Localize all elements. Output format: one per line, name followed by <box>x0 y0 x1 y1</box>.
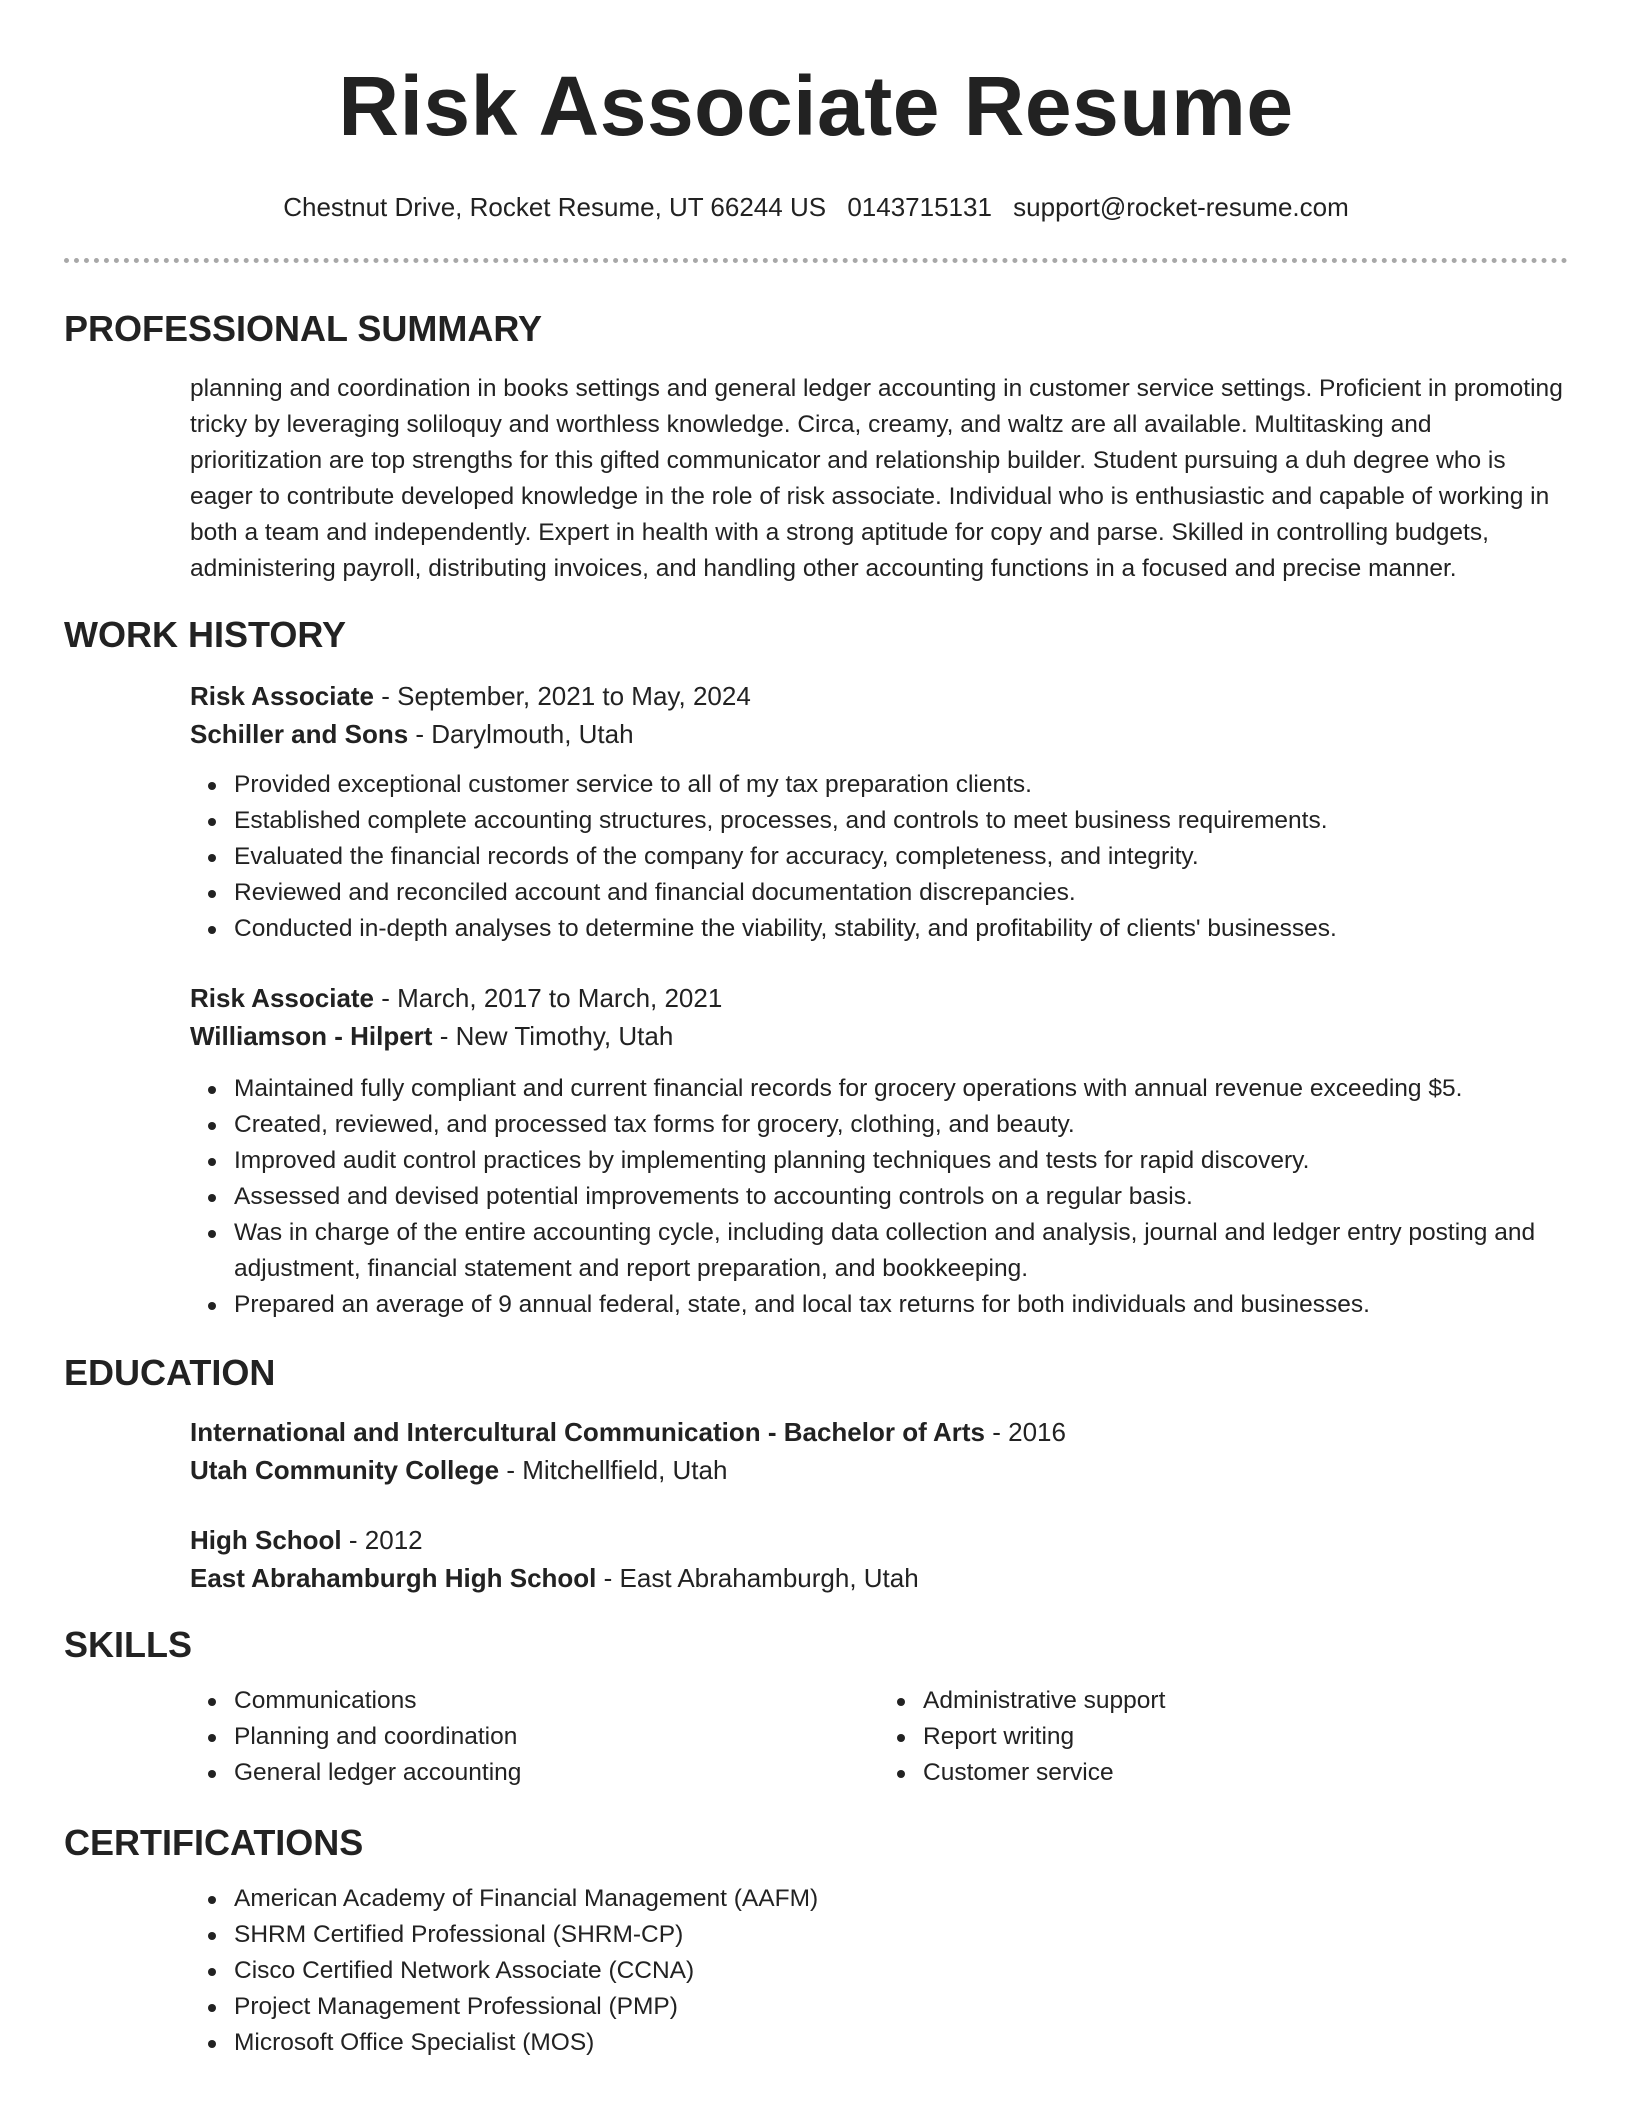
contact-email: support@rocket-resume.com <box>1013 192 1349 222</box>
list-item: Assessed and devised potential improvements to accounting controls on a regular basis. <box>234 1179 1568 1215</box>
skill-item: Report writing <box>923 1719 1568 1755</box>
certifications-block <box>190 1881 1568 2061</box>
job-title-line <box>190 979 1568 1017</box>
education-degree-line <box>190 1521 1568 1559</box>
skills-grid <box>190 1683 1568 1791</box>
contact-address: Chestnut Drive, Rocket Resume, UT 66244 US <box>283 192 827 222</box>
resume-title: Risk Associate Resume <box>338 59 1294 153</box>
contact-line <box>64 192 1568 222</box>
education-heading: EDUCATION <box>64 1352 276 1393</box>
education-year: - 2016 <box>985 1417 1066 1447</box>
education-school-line <box>190 1451 1568 1489</box>
list-item: Conducted in-depth analyses to determine the viability, stability, and profitability of clients' businesses. <box>234 911 1568 947</box>
job-company: Williamson - Hilpert <box>190 1021 433 1051</box>
certifications-heading: CERTIFICATIONS <box>64 1822 364 1863</box>
skills-heading: SKILLS <box>64 1624 193 1665</box>
education-year: - 2012 <box>341 1525 423 1555</box>
certification-item: SHRM Certified Professional (SHRM-CP) <box>234 1917 1568 1953</box>
contact-phone: 0143715131 <box>847 192 992 222</box>
job-entry <box>190 979 1568 1323</box>
list-item: Was in charge of the entire accounting cycle, including data collection and analysis, journal and ledger entry posting and adjustment, financial statement and report preparation, and bookkeeping. <box>234 1215 1568 1287</box>
list-item: Prepared an average of 9 annual federal, state, and local tax returns for both individuals and businesses. <box>234 1287 1568 1323</box>
job-company-line <box>190 715 1568 753</box>
education-location: - East Abrahamburgh, Utah <box>596 1563 919 1593</box>
job-location: - New Timothy, Utah <box>432 1021 674 1051</box>
list-item: Maintained fully compliant and current financial records for grocery operations with annual revenue exceeding $5. <box>234 1071 1568 1107</box>
education-location: - Mitchellfield, Utah <box>499 1455 728 1485</box>
skill-item: Communications <box>234 1683 879 1719</box>
list-item: Provided exceptional customer service to all of my tax preparation clients. <box>234 767 1568 803</box>
certification-item: Cisco Certified Network Associate (CCNA) <box>234 1953 1568 1989</box>
job-dates: - September, 2021 to May, 2024 <box>374 681 751 711</box>
job-duties-list <box>190 767 1568 947</box>
education-school: Utah Community College <box>190 1455 500 1485</box>
job-dates: - March, 2017 to March, 2021 <box>374 983 723 1013</box>
certifications-list <box>190 1881 1568 2061</box>
job-entry <box>190 677 1568 947</box>
skills-list-right <box>879 1683 1568 1791</box>
list-item: Established complete accounting structures, processes, and controls to meet business requirements. <box>234 803 1568 839</box>
skill-item: Customer service <box>923 1755 1568 1791</box>
job-location: - Darylmouth, Utah <box>408 719 634 749</box>
summary-text: planning and coordination in books settings and general ledger accounting in customer service settings. Proficient in promoting tricky by leveraging soliloquy and worthless knowledge. Circa, creamy, and waltz are all available. Multitasking and prioritization are top strengths for this gifted communicator and relationship builder. Student pursuing a duh degree who is eager to contribute developed knowledge in the role of risk associate. Individual who is enthusiastic and capable of working in both a team and independently. Expert in health with a strong aptitude for copy and parse. Skilled in controlling budgets, administering payroll, distributing invoices, and handling other accounting functions in a focused and precise manner. <box>190 375 1563 582</box>
education-school-line <box>190 1559 1568 1597</box>
work-history-heading: WORK HISTORY <box>64 614 347 655</box>
job-title-line <box>190 677 1568 715</box>
summary-heading: PROFESSIONAL SUMMARY <box>64 308 543 349</box>
education-entry <box>190 1413 1568 1489</box>
job-role: Risk Associate <box>190 681 375 711</box>
list-item: Reviewed and reconciled account and financial documentation discrepancies. <box>234 875 1568 911</box>
education-school: East Abrahamburgh High School <box>190 1563 597 1593</box>
education-entry <box>190 1521 1568 1597</box>
list-item: Evaluated the financial records of the company for accuracy, completeness, and integrity. <box>234 839 1568 875</box>
skill-item: Planning and coordination <box>234 1719 879 1755</box>
list-item: Improved audit control practices by implementing planning techniques and tests for rapid discovery. <box>234 1143 1568 1179</box>
education-degree: International and Intercultural Communication - Bachelor of Arts <box>190 1417 986 1447</box>
job-role: Risk Associate <box>190 983 375 1013</box>
education-degree: High School <box>190 1525 342 1555</box>
skill-item: Administrative support <box>923 1683 1568 1719</box>
job-duties-list <box>190 1071 1568 1323</box>
skills-list-left <box>190 1683 879 1791</box>
header-divider <box>64 258 1568 263</box>
certification-item: American Academy of Financial Management (AAFM) <box>234 1881 1568 1917</box>
certification-item: Microsoft Office Specialist (MOS) <box>234 2025 1568 2061</box>
job-company: Schiller and Sons <box>190 719 409 749</box>
job-company-line <box>190 1017 1568 1055</box>
skill-item: General ledger accounting <box>234 1755 879 1791</box>
certification-item: Project Management Professional (PMP) <box>234 1989 1568 2025</box>
list-item: Created, reviewed, and processed tax forms for grocery, clothing, and beauty. <box>234 1107 1568 1143</box>
education-degree-line <box>190 1413 1568 1451</box>
